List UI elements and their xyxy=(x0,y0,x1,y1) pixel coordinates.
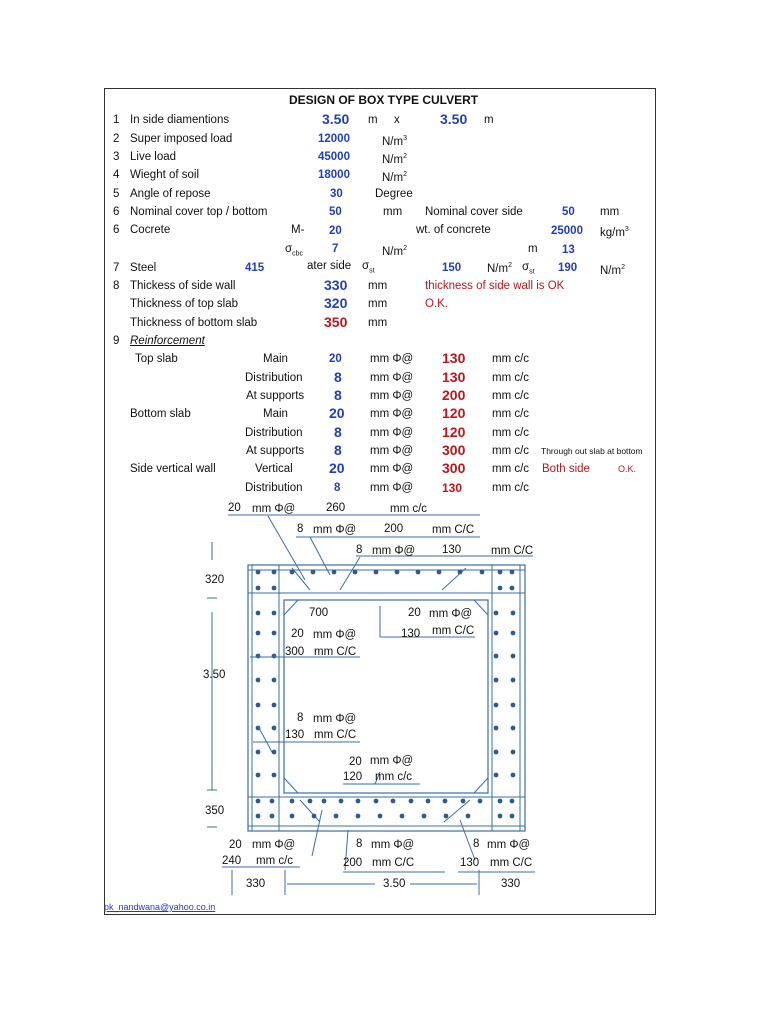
rebar-dot xyxy=(494,773,499,778)
box-outer-outline xyxy=(248,565,525,831)
reinf-spacing: 120 xyxy=(442,424,466,440)
callout-dia: 20 xyxy=(408,607,421,619)
unit-text: N/m xyxy=(600,264,622,277)
callout-dia: 8 xyxy=(297,712,304,724)
callout-cc: mm c/c xyxy=(256,855,294,867)
row-num: 6 xyxy=(113,224,120,236)
reinf-cc: mm c/c xyxy=(492,390,530,402)
author-email-link[interactable]: pk_nandwana@yahoo.co.in xyxy=(104,902,216,912)
row-label: Nominal cover side xyxy=(425,206,523,218)
reinf-unit: mm Φ@ xyxy=(370,463,414,475)
leader-line xyxy=(258,726,272,752)
sigma-sub: st xyxy=(369,267,375,275)
top-slab-bent-bar xyxy=(292,568,310,590)
dimension-top-slab: 320 xyxy=(205,574,225,586)
rebar-dot xyxy=(498,570,503,575)
value: 50 xyxy=(562,206,575,218)
callout-unit: mm Φ@ xyxy=(252,503,296,515)
rebar-dot xyxy=(458,570,463,575)
leader-line xyxy=(340,557,360,590)
reinf-spacing: 130 xyxy=(442,350,466,366)
check-note: O.K. xyxy=(425,298,449,310)
rebar-dot xyxy=(256,586,261,591)
callout-cc: mm C/C xyxy=(432,625,475,637)
reinf-spacing: 300 xyxy=(442,460,466,476)
callout-cc: mm C/C xyxy=(314,729,357,741)
times-sign: x xyxy=(394,114,400,126)
callout-spacing: 120 xyxy=(343,771,363,783)
reinf-spacing: 200 xyxy=(442,387,466,403)
row-num: 4 xyxy=(113,169,120,181)
unit-sup: 2 xyxy=(403,245,407,252)
reinf-cc: mm c/c xyxy=(492,353,530,365)
row-num: 2 xyxy=(113,133,120,145)
rebar-dot xyxy=(272,611,277,616)
reinf-diameter: 8 xyxy=(334,369,342,385)
callout-spacing: 240 xyxy=(222,855,242,867)
value: 3.50 xyxy=(440,111,468,127)
rebar-dot xyxy=(510,586,515,591)
rebar-dot xyxy=(416,570,421,575)
haunch-top-left xyxy=(284,600,298,615)
reinf-type: Distribution xyxy=(245,427,303,439)
reinf-ok: O.K. xyxy=(618,464,637,474)
reinf-cc: mm c/c xyxy=(492,482,530,494)
rebar-dot xyxy=(270,799,275,804)
haunch-top-right xyxy=(474,600,488,615)
row-num: 7 xyxy=(113,262,120,274)
dimension-width: 3.50 xyxy=(383,878,406,890)
rebar-dot xyxy=(374,799,379,804)
value: 3.50 xyxy=(322,111,350,127)
value: 18000 xyxy=(318,169,350,181)
rebar-dot xyxy=(409,799,414,804)
reinf-spacing: 130 xyxy=(442,481,463,495)
rebar-dot xyxy=(256,631,261,636)
unit: mm xyxy=(368,280,388,292)
rebar-dot xyxy=(400,814,405,819)
rebar-dot xyxy=(332,570,337,575)
unit-text: N/m xyxy=(382,245,404,258)
rebar-dot xyxy=(256,750,261,755)
reinf-unit: mm Φ@ xyxy=(370,445,414,457)
rebar-dot xyxy=(422,814,427,819)
callout-spacing: 200 xyxy=(384,523,404,535)
rebar-dot xyxy=(478,799,483,804)
reinf-unit: mm Φ@ xyxy=(370,390,414,402)
rebar-dot xyxy=(272,703,277,708)
unit: mm xyxy=(368,317,388,329)
rebar-dot xyxy=(272,678,277,683)
rebar-dot xyxy=(272,570,277,575)
value: 190 xyxy=(558,262,578,274)
rebar-dot xyxy=(498,799,503,804)
row-label: Nominal cover top / bottom xyxy=(130,206,268,218)
callout-unit: mm Φ@ xyxy=(313,713,357,725)
reinf-diameter: 8 xyxy=(334,387,342,403)
reinf-unit: mm Φ@ xyxy=(370,372,414,384)
callout-cc: mm c/c xyxy=(375,771,413,783)
reinf-type: Distribution xyxy=(245,482,303,494)
dimension-left-wall: 330 xyxy=(246,878,266,890)
check-note: thickness of side wall is OK xyxy=(425,280,565,292)
sigma-sub: st xyxy=(529,268,535,276)
row-num: 6 xyxy=(113,206,120,218)
reinf-diameter: 20 xyxy=(329,353,342,365)
rebar-dot xyxy=(391,799,396,804)
page-title: DESIGN OF BOX TYPE CULVERT xyxy=(289,93,479,107)
value: 45000 xyxy=(318,151,350,163)
row-num: 8 xyxy=(113,280,120,292)
rebar-dot xyxy=(511,631,516,636)
rebar-dot xyxy=(480,570,485,575)
rebar-dot xyxy=(290,570,295,575)
reinf-unit: mm Φ@ xyxy=(370,353,414,365)
unit-sup: 2 xyxy=(621,264,625,271)
rebar-dot xyxy=(256,814,261,819)
rebar-dot xyxy=(334,814,339,819)
callout-dia: 20 xyxy=(291,628,304,640)
callout-unit: mm Φ@ xyxy=(372,545,416,557)
callout-spacing: 260 xyxy=(326,502,346,514)
callout-spacing: 200 xyxy=(343,857,363,869)
dimension-700: 700 xyxy=(309,607,329,619)
callout-unit: mm Φ@ xyxy=(429,608,473,620)
sigma: σ xyxy=(285,243,293,255)
callout-spacing: 130 xyxy=(442,544,462,556)
row-label: Thickness of top slab xyxy=(130,298,239,310)
callout-dia: 20 xyxy=(228,502,241,514)
unit-sup: 3 xyxy=(624,226,629,233)
rebar-dot xyxy=(511,773,516,778)
callout-unit: mm Φ@ xyxy=(313,629,357,641)
row-label: In side diamentions xyxy=(130,114,230,126)
row-label: wt. of concrete xyxy=(416,224,491,236)
value: 30 xyxy=(330,188,343,200)
unit-sup: 2 xyxy=(403,153,407,160)
reinf-type: Main xyxy=(263,408,288,420)
reinf-note: Both side xyxy=(542,463,590,475)
callout-dia: 20 xyxy=(229,839,242,851)
rebar-dot xyxy=(426,799,431,804)
unit: m xyxy=(368,114,378,126)
rebar-dot xyxy=(494,726,499,731)
rebar-dot xyxy=(374,570,379,575)
reinf-unit: mm Φ@ xyxy=(370,482,414,494)
rebar-dot xyxy=(494,611,499,616)
reinf-cc: mm c/c xyxy=(492,445,530,457)
sigma: σ xyxy=(522,261,530,273)
rebar-dot xyxy=(272,750,277,755)
unit-text: N/m xyxy=(382,171,404,184)
callout-unit: mm Φ@ xyxy=(370,755,414,767)
rebar-dot xyxy=(498,586,503,591)
row-label: Wieght of soil xyxy=(130,169,200,181)
rebar-dot xyxy=(510,799,515,804)
rebar-dot xyxy=(395,570,400,575)
value: 20 xyxy=(329,225,342,237)
sigma: σ xyxy=(362,260,370,272)
unit-sup: 3 xyxy=(403,135,407,142)
rebar-dot xyxy=(510,814,515,819)
rebar-dot xyxy=(256,570,261,575)
rebar-dot xyxy=(511,611,516,616)
unit-text: N/m xyxy=(487,262,509,275)
callout-cc: mm C/C xyxy=(490,857,533,869)
value: 13 xyxy=(562,244,575,256)
rebar-dot xyxy=(494,631,499,636)
reinf-spacing: 120 xyxy=(442,405,466,421)
row-label: Thickess of side wall xyxy=(130,280,236,292)
dimension-bottom-slab: 350 xyxy=(205,805,225,817)
row-label: Super imposed load xyxy=(130,133,233,145)
reinf-group: Side vertical wall xyxy=(130,463,216,475)
value: 25000 xyxy=(551,225,583,237)
unit: mm xyxy=(600,206,620,218)
rebar-dot xyxy=(272,773,277,778)
unit: Degree xyxy=(375,188,413,200)
row-label: ater side xyxy=(307,260,352,272)
row-label: Cocrete xyxy=(130,224,171,236)
top-slab-bent-bar xyxy=(442,568,466,590)
rebar-dot xyxy=(311,570,316,575)
rebar-dot xyxy=(256,678,261,683)
callout-cc: mm C/C xyxy=(372,857,415,869)
rebar-dot xyxy=(511,750,516,755)
callout-unit: mm Φ@ xyxy=(371,839,415,851)
row-num: 3 xyxy=(113,151,120,163)
rebar-dot xyxy=(322,799,327,804)
reinf-type: Main xyxy=(263,353,288,365)
reinf-cc: mm c/c xyxy=(492,463,530,475)
rebar-dot xyxy=(256,799,261,804)
rebar-dot xyxy=(498,814,503,819)
row-label: Steel xyxy=(130,262,157,274)
reinf-diameter: 8 xyxy=(334,424,342,440)
rebar-dot xyxy=(290,799,295,804)
rebar-dot xyxy=(308,799,313,804)
section-heading: Reinforcement xyxy=(130,335,205,347)
rebar-dot xyxy=(256,654,261,659)
rebar-dot xyxy=(437,570,442,575)
row-label: Angle of repose xyxy=(130,188,211,200)
row-num: 9 xyxy=(113,335,120,347)
rebar-dot xyxy=(443,799,448,804)
value: 350 xyxy=(324,314,348,330)
rebar-dot xyxy=(356,814,361,819)
rebar-dot xyxy=(461,799,466,804)
callout-unit: mm Φ@ xyxy=(252,839,296,851)
rebar-dot xyxy=(290,814,295,819)
haunch-bottom-right xyxy=(474,778,488,793)
row-num: 1 xyxy=(113,114,120,126)
callout-cc: mm C/C xyxy=(491,545,534,557)
rebar-dot xyxy=(378,814,383,819)
rebar-dot xyxy=(270,814,275,819)
rebar-dot xyxy=(272,631,277,636)
rebar-dot xyxy=(272,726,277,731)
reinf-type: Vertical xyxy=(255,463,293,475)
sigma-sub: cbc xyxy=(292,250,304,258)
reinf-group: Top slab xyxy=(135,353,178,365)
rebar-dot xyxy=(511,726,516,731)
unit-sup: 2 xyxy=(508,262,512,269)
rebar-dot xyxy=(356,799,361,804)
callout-spacing: 130 xyxy=(285,729,305,741)
dimension-height: 3.50 xyxy=(203,669,226,681)
rebar-dot xyxy=(353,570,358,575)
reinf-type: Distribution xyxy=(245,372,303,384)
callout-dia: 8 xyxy=(356,838,363,850)
unit-text: N/m xyxy=(382,135,404,148)
rebar-dot xyxy=(339,799,344,804)
reinf-diameter: 8 xyxy=(334,482,341,494)
rebar-dot xyxy=(494,678,499,683)
rebar-dot xyxy=(511,703,516,708)
callout-dia: 8 xyxy=(297,523,304,535)
unit: m xyxy=(484,114,494,126)
callout-spacing: 130 xyxy=(401,628,421,640)
callout-cc: mm C/C xyxy=(432,524,475,536)
reinf-unit: mm Φ@ xyxy=(370,408,414,420)
rebar-dot xyxy=(466,814,471,819)
callout-dia: 8 xyxy=(356,544,363,556)
row-label: Thickness of bottom slab xyxy=(130,317,258,329)
unit: mm xyxy=(368,298,388,310)
reinf-note: Through out slab at bottom xyxy=(541,446,643,456)
reinf-spacing: 130 xyxy=(442,369,466,385)
reinf-group: Bottom slab xyxy=(130,408,191,420)
rebar-dot xyxy=(511,654,516,659)
callout-cc: mm C/C xyxy=(314,646,357,658)
value: 7 xyxy=(332,243,339,255)
callout-unit: mm Φ@ xyxy=(313,524,357,536)
callout-spacing: 300 xyxy=(285,646,305,658)
rebar-dot xyxy=(494,750,499,755)
value: 12000 xyxy=(318,133,350,145)
rebar-dot xyxy=(256,611,261,616)
callout-unit: mm Φ@ xyxy=(487,839,531,851)
reinf-diameter: 20 xyxy=(329,460,345,476)
grade-prefix: M- xyxy=(291,224,305,236)
unit-sup: 2 xyxy=(403,171,407,178)
reinf-cc: mm c/c xyxy=(492,427,530,439)
rebar-dot xyxy=(494,654,499,659)
rebar-dot xyxy=(272,654,277,659)
unit-text: kg/m xyxy=(600,226,625,239)
rebar-dot xyxy=(494,703,499,708)
unit-text: N/m xyxy=(382,153,404,166)
dimension-right-wall: 330 xyxy=(501,878,521,890)
value: 150 xyxy=(442,262,462,274)
rebar-dot xyxy=(511,678,516,683)
modular-ratio-label: m xyxy=(528,243,538,255)
reinf-type: At supports xyxy=(246,445,305,457)
callout-dia: 8 xyxy=(473,838,480,850)
rebar-dot xyxy=(510,570,515,575)
callout-cc: mm c/c xyxy=(390,503,428,515)
reinf-cc: mm c/c xyxy=(492,372,530,384)
value: 330 xyxy=(324,277,348,293)
reinf-diameter: 20 xyxy=(329,405,345,421)
callout-spacing: 130 xyxy=(460,857,480,869)
reinf-spacing: 300 xyxy=(442,442,466,458)
bottom-slab-bent-bar xyxy=(444,800,470,822)
leader-line xyxy=(310,537,330,575)
reinf-diameter: 8 xyxy=(334,442,342,458)
reinf-cc: mm c/c xyxy=(492,408,530,420)
rebar-dot xyxy=(272,586,277,591)
reinf-type: At supports xyxy=(246,390,305,402)
rebar-dot xyxy=(444,814,449,819)
rebar-dot xyxy=(256,773,261,778)
row-num: 5 xyxy=(113,188,120,200)
rebar-dot xyxy=(256,703,261,708)
row-label: Live load xyxy=(130,151,177,163)
rebar-dot xyxy=(312,814,317,819)
reinf-unit: mm Φ@ xyxy=(370,427,414,439)
unit: mm xyxy=(383,206,403,218)
callout-dia: 20 xyxy=(349,756,362,768)
haunch-bottom-left xyxy=(284,778,298,793)
value: 320 xyxy=(324,295,348,311)
value: 50 xyxy=(329,206,342,218)
value: 415 xyxy=(245,262,265,274)
